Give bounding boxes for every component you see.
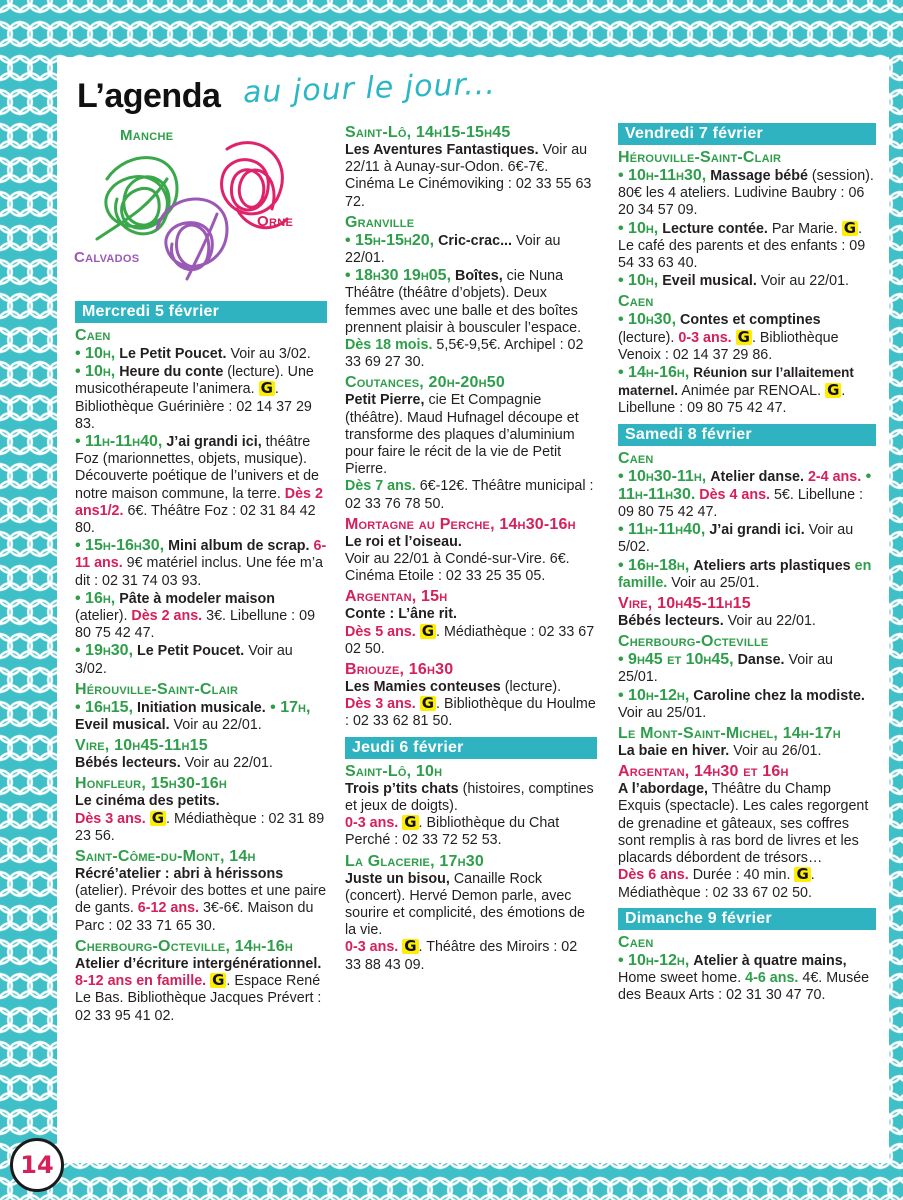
event: Petit Pierre, cie Et Compagnie (théâtre). Maud Hufnagel découpe et transforme des plaques d’aluminium pour faire le récit de la vie de Petit Pierre. Dès 7 ans. 6€-12€. Théâtre municipal : 02 33 76 78 50. xyxy=(345,392,594,512)
column-3 xyxy=(618,121,876,1004)
region-map xyxy=(67,119,312,289)
place: Hérouville-Saint-Clair xyxy=(75,680,239,698)
place: Argentan, 15h xyxy=(345,588,448,606)
event: • 10h30-11h, Atelier danse. 2-4 ans. • 11h-11h30. Dès 4 ans. 5€. Libellune : 09 80 75 42 47. xyxy=(618,467,872,521)
place: Caen xyxy=(75,327,111,344)
event: Bébés lecteurs. Voir au 22/01. xyxy=(75,755,273,772)
column-1 xyxy=(75,299,327,1025)
place: Honfleur, 15h30-16h xyxy=(75,775,228,793)
place: Saint-Lô, 14h15-15h45 xyxy=(345,124,511,141)
place: Coutances, 20h-20h50 xyxy=(345,374,505,392)
event: • 9h45 et 10h45, Danse. Voir au 25/01. xyxy=(618,651,833,686)
free-badge: G xyxy=(843,218,857,237)
place: Saint-Lô, 10h xyxy=(345,762,443,780)
place: Caen xyxy=(618,293,654,311)
event: • 19h30, Le Petit Poucet. Voir au 3/02. xyxy=(75,642,293,677)
place: Caen xyxy=(618,933,654,951)
map-label-calvados: Calvados xyxy=(74,249,140,266)
event: Les Mamies conteuses (lecture). Dès 3 ans. G . Bibliothèque du Houlme : 02 33 62 81 50. xyxy=(345,679,596,730)
free-badge: G xyxy=(404,813,417,832)
free-badge: G xyxy=(260,379,273,398)
free-badge: G xyxy=(421,621,435,640)
event: Trois p’tits chats (histoires, comptines et jeux de doigts). 0-3 ans. G . Bibliothèque du Chat Perché : 02 33 72 52 53. xyxy=(345,780,594,849)
place: Granville xyxy=(345,213,415,231)
event: Le cinéma des petits. Dès 3 ans. G . Médiathèque : 02 31 89 23 56. xyxy=(75,793,325,844)
event: Atelier d’écriture intergénérationnel. 8-12 ans en famille. G . Espace René Le Bas. Bibliothèque Jacques Prévert : 02 33 95 41 02. xyxy=(75,955,322,1024)
event: Bébés lecteurs. Voir au 22/01. xyxy=(618,613,816,630)
event: A l’abordage, Théâtre du Champ Exquis (spectacle). Les cales regorgent de grenadine et gâteaux, ses coffres sont remplis à ras bord de livres et les placards débordent de trésors… Dès 6 ans. Durée : 40 min. G . Médiathèque : 02 33 67 02 50. xyxy=(618,781,869,901)
event: • 10h-12h, Caroline chez la modiste. Voir au 25/01. xyxy=(618,686,865,721)
event: • 10h, Le Petit Poucet. Voir au 3/02. xyxy=(75,345,311,362)
day-header: Dimanche 9 février xyxy=(618,908,876,930)
place: Cherbourg-Octeville, 14h-16h xyxy=(75,937,293,955)
agenda-panel xyxy=(57,57,889,1163)
event: • 10h, Eveil musical. Voir au 22/01. xyxy=(618,272,850,290)
event: • 15h-15h20, Cric-crac... Voir au 22/01. xyxy=(345,231,561,267)
event: Les Aventures Fantastiques. Voir au 22/11 à Aunay-sur-Odon. 6€-7€. Cinéma Le Cinémoviking : 02 33 55 63 72. xyxy=(345,142,592,210)
event: • 11h-11h40, J’ai grandi ici, théâtre Foz (marionnettes, objets, musique). Découverte poétique de l’univers et de notre maison commune, la terre. Dès 2 ans1/2. 6€. Théâtre Foz : 02 31 84 42 80. xyxy=(75,433,323,537)
day-header: Vendredi 7 février xyxy=(618,123,876,145)
event: • 14h-16h, Réunion sur l’allaitement maternel. Animée par RENOAL. G . Libellune : 09 80 75 42 47. xyxy=(618,364,854,417)
free-badge: G xyxy=(421,694,435,713)
place: Argentan, 14h30 et 16h xyxy=(618,763,789,781)
event: Juste un bisou, Canaille Rock (concert). Hervé Demon parle, avec sourire et complicité, des émotions de la vie. 0-3 ans. G . Théâtre des Miroirs : 02 33 88 43 09. xyxy=(345,870,585,973)
event: • 10h-11h30, Massage bébé (session). 80€ les 4 ateliers. Ludivine Baubry : 06 20 34 57 09. xyxy=(618,167,874,219)
place: Briouze, 16h30 xyxy=(345,661,454,679)
page-number: 14 xyxy=(10,1138,64,1192)
event: • 10h-12h, Atelier à quatre mains, Home sweet home. 4-6 ans. 4€. Musée des Beaux Arts : 02 31 30 47 70. xyxy=(618,951,870,1004)
event: • 16h-18h, Ateliers arts plastiques en famille. Voir au 25/01. xyxy=(618,556,872,591)
event: • 16h, Pâte à modeler maison (atelier). Dès 2 ans. 3€. Libellune : 09 80 75 42 47. xyxy=(75,589,316,642)
map-label-orne: Orne xyxy=(257,213,294,230)
column-2 xyxy=(345,121,597,974)
day-header: Jeudi 6 février xyxy=(345,737,597,759)
place: Cherbourg-Octeville xyxy=(618,633,769,651)
day-header: Samedi 8 février xyxy=(618,424,876,446)
place: Mortagne au Perche, 14h30-16h xyxy=(345,515,576,533)
place: Vire, 10h45-11h15 xyxy=(75,737,208,755)
free-badge: G xyxy=(151,808,165,827)
event: • 11h-11h40, J’ai grandi ici. Voir au 5/02. xyxy=(618,521,854,556)
event: • 18h30 19h05, Boîtes, cie Nuna Théâtre (théâtre d’objets). Deux femmes avec une balle et des boîtes prennent plaisir à bousculer l’espace. Dès 18 mois. 5,5€-9,5€. Archipel : 02 33 69 27 30. xyxy=(345,267,584,371)
place: Le Mont-Saint-Michel, 14h-17h xyxy=(618,725,841,743)
event: Le roi et l’oiseau. Voir au 22/01 à Condé-sur-Vire. 6€. Cinéma Etoile : 02 33 25 35 05. xyxy=(345,533,570,585)
place: La Glacerie, 17h30 xyxy=(345,852,484,870)
event: Récré’atelier : abri à hérissons (atelier). Prévoir des bottes et une paire de gants. 6-12 ans. 3€-6€. Maison du Parc : 02 33 71 65 30. xyxy=(75,866,327,934)
map-label-manche: Manche xyxy=(120,127,174,144)
free-badge: G xyxy=(827,381,840,400)
event: • 16h15, Initiation musicale. • 17h, Eveil musical. Voir au 22/01. xyxy=(75,698,311,734)
day-header: Mercredi 5 février xyxy=(75,301,327,323)
event: Conte : L’âne rit. Dès 5 ans. G . Médiathèque : 02 33 67 02 50. xyxy=(345,606,595,657)
page-title: L’agenda xyxy=(77,77,221,115)
free-badge: G xyxy=(212,971,225,990)
place: Hérouville-Saint-Clair xyxy=(618,149,782,166)
event: • 10h30, Contes et comptines (lecture). 0-3 ans. G . Bibliothèque Venoix : 02 14 37 29 86. xyxy=(618,311,839,363)
event: • 10h, Lecture contée. Par Marie. G . Le café des parents et des enfants : 09 54 33 63 40. xyxy=(618,218,866,272)
place: Vire, 10h45-11h15 xyxy=(618,595,751,613)
event: • 10h, Heure du conte (lecture). Une musicothérapeute l’animera. G . Bibliothèque Guérinière : 02 14 37 29 83. xyxy=(75,363,314,432)
event: La baie en hiver. Voir au 26/01. xyxy=(618,743,822,760)
place: Saint-Côme-du-Mont, 14h xyxy=(75,848,256,866)
free-badge: G xyxy=(404,937,417,956)
free-badge: G xyxy=(796,865,809,884)
place: Caen xyxy=(618,449,654,467)
page-subtitle: au jour le jour... xyxy=(242,66,497,111)
event: • 15h-16h30, Mini album de scrap. 6-11 ans. 9€ matériel inclus. Une fée m’a dit : 02 31 74 03 93. xyxy=(75,537,327,589)
free-badge: G xyxy=(737,327,750,346)
